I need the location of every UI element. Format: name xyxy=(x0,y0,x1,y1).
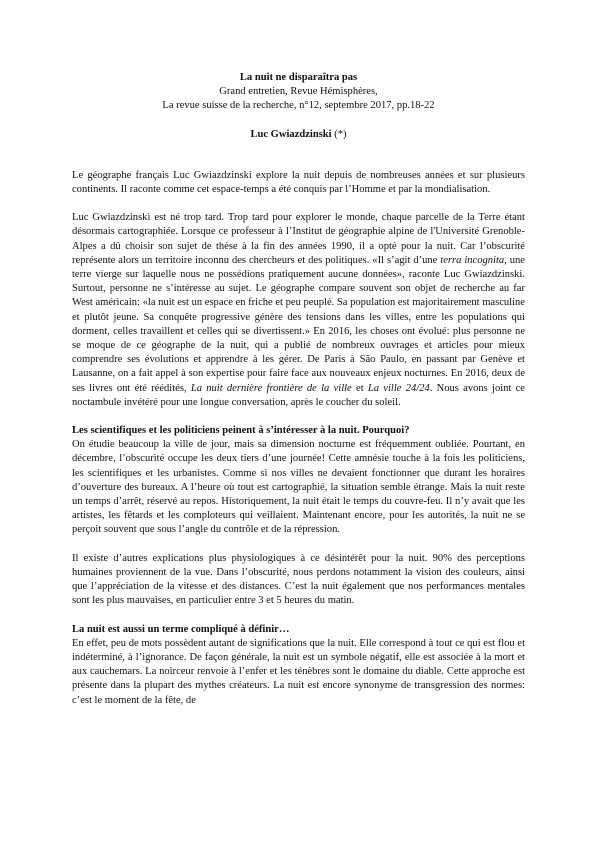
author-footnote-mark: (*) xyxy=(331,128,347,140)
book-title-1: La nuit dernière frontière de la ville xyxy=(190,382,352,394)
article-header xyxy=(72,71,525,142)
article-subtitle-line-2: La revue suisse de la recherche, n°12, septembre 2017, pp.18-22 xyxy=(162,100,435,112)
profile-text-3: et xyxy=(351,382,368,394)
answer-1-paragraph-1: On étudie beaucoup la ville de jour, mais sa dimension nocturne est fréquemment oubliée. Pourtant, en décembre, l’obscurité occupe les deux tiers d’une journée! Cette amnésie touche à la fois les politiciens, les scientifiques et les urbanistes. Comme si nos villes ne devaient fonctionner que durant les horaires d’ouverture des bureaux. A l’heure où tout est cartographié, la situation semble étrange. Mais la nuit reste un temps d’arrêt, réservé au repos. Historiquement, la nuit était le temps du couvre-feu. Il n’y avait que les artistes, les fêtards et les comploteurs qui veillaient. Maintenant encore, pour les autorités, la nuit ne se perçoit souvent que sous l’angle du contrôle et de la répression. xyxy=(72,439,525,536)
article-subtitle-line-1: Grand entretien, Revue Hémisphères, xyxy=(219,86,378,98)
profile-text-2: , une terre vierge sur laquelle nous ne possédions pratiquement aucune données», raconte Luc Gwiazdzinski. Surtout, personne ne s’intéresse au sujet. Le géographe compare souvent son objet de recherche au far West américain: «la nuit est un espace en friche et peu peuplé. Sa population est majoritairement masculine et plutôt jeune. Sa conquête progressive génère des tensions dans les villes, entre les populations qui dorment, celles travaillent et celles qui se divertissent.» En 2016, les choses ont évolué: plus personne ne se moque de ce géographe de la nuit, qui a publié de nombreux ouvrages et articles pour mieux comprendre ses évolutions et apprendre à les gérer. De Paris à São Paulo, en passant par Genève et Lausanne, on a fait appel à son expertise pour faire face aux nouveaux enjeux nocturnes. En 2016, deux de ses livres ont été réédités, xyxy=(72,254,525,394)
profile-italic-1: terra incognita xyxy=(440,254,505,266)
article-body xyxy=(72,169,525,708)
article-author xyxy=(72,128,525,142)
answer-2-paragraph-1: En effet, peu de mots possèdent autant de significations que la nuit. Elle correspond à tout ce qui est flou et indéterminé, à l’ignorance. De façon générale, la nuit est un symbole négatif, elle est associée à la mort et aux cauchemars. La noirceur renvoie à l’enfer et les ténèbres sont le domaine du diable. Cette approche est présente dans la plupart des mythes créateurs. La nuit est encore synonyme de transgression des normes: c’est le moment de la fête, de xyxy=(72,637,525,706)
author-name: Luc Gwiazdzinski xyxy=(250,128,332,140)
question-1: Les scientifiques et les politiciens peinent à s’intéresser à la nuit. Pourquoi? xyxy=(72,425,410,437)
article-title: La nuit ne disparaîtra pas xyxy=(239,72,358,83)
question-2: La nuit est aussi un terme compliqué à définir… xyxy=(72,623,290,635)
profile-text-4: . Nous avons joint ce noctambule invétéré pour une longue conversation, après le coucher du soleil. xyxy=(72,382,525,408)
profile-paragraph xyxy=(72,211,525,410)
profile-text-1: Luc Gwiazdzinski est né trop tard. Trop tard pour explorer le monde, chaque parcelle de la Terre étant désormais cartographiée. Lorsque ce professeur à l’Institut de géographie alpine de l'Université Grenoble-Alpes a dû choisir son sujet de thèse à la fin des années 1990, il a opté pour la nuit. Car l’obscurité représente alors un territoire inconnu des chercheurs et des politiques. «Il s’agit d’une xyxy=(72,212,525,266)
answer-1-paragraph-2: Il existe d’autres explications plus physiologiques à ce désintérêt pour la nuit. 90% des perceptions humaines proviennent de la vue. Dans l’obscurité, nous perdons notamment la vision des couleurs, ainsi que l’appréciation de la vitesse et des distances. C’est la nuit également que nos performances mentales sont les plus mauvaises, en particulier entre 3 et 5 heures du matin. xyxy=(72,552,525,607)
book-title-2: La ville 24/24 xyxy=(367,382,430,394)
intro-paragraph: Le géographe français Luc Gwiazdzinski explore la nuit depuis de nombreuses années et sur plusieurs continents. Il raconte comme cet espace-temps a été conquis par l’Homme et par la mondialisation. xyxy=(72,169,525,196)
